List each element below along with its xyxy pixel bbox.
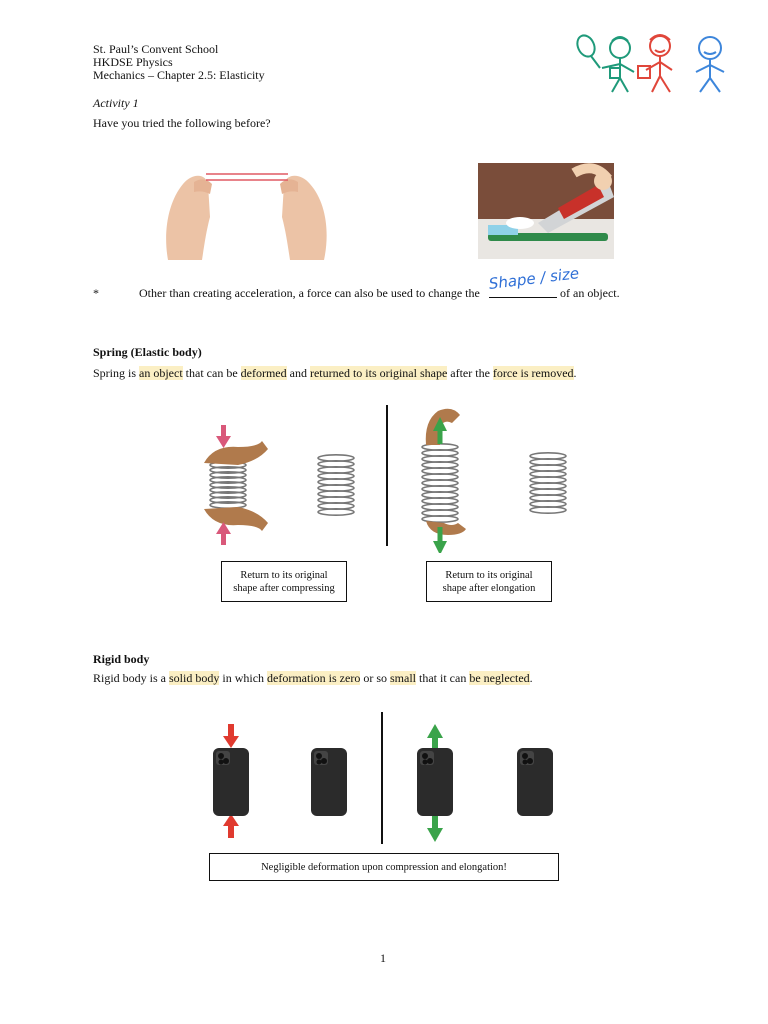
activity-title: Activity 1 — [93, 96, 139, 110]
statement-bullet: * — [93, 286, 99, 300]
rigid-body-diagram — [205, 710, 565, 846]
rigid-heading: Rigid body — [93, 652, 150, 666]
rigid-def-highlight: solid body — [169, 671, 220, 685]
rigid-def-text: or so — [360, 671, 391, 685]
spring-def-text: that can be — [182, 366, 241, 380]
rigid-def-text: in which — [219, 671, 268, 685]
spring-def-highlight: deformed — [240, 366, 287, 380]
spring-def-highlight: force is removed — [492, 366, 574, 380]
spring-diagram — [190, 403, 590, 553]
toothpaste-photo — [478, 163, 614, 259]
school-name: St. Paul’s Convent School — [93, 42, 219, 56]
statement-text-after: of an object. — [560, 286, 620, 300]
chapter-title: Mechanics – Chapter 2.5: Elasticity — [93, 68, 265, 82]
caption-compressing: Return to its original shape after compressing — [221, 561, 347, 602]
compressed-spring — [210, 462, 246, 508]
rigid-definition — [93, 671, 533, 686]
rigid-def-text: that it can — [416, 671, 470, 685]
caption-elongation: Return to its original shape after elongation — [426, 561, 552, 602]
spring-def-text: . — [573, 366, 577, 380]
rigid-def-highlight: be neglected — [469, 671, 530, 685]
spring-heading: Spring (Elastic body) — [93, 345, 202, 359]
caption-rigid: Negligible deformation upon compression and elongation! — [209, 853, 559, 881]
course-name: HKDSE Physics — [93, 55, 173, 69]
statement-text-before: Other than creating acceleration, a force can also be used to change the — [139, 286, 480, 300]
spring-def-text: and — [286, 366, 310, 380]
answer-blank-line — [489, 297, 557, 298]
spring-def-text: Spring is — [93, 366, 140, 380]
page-number: 1 — [380, 951, 386, 965]
rigid-def-text: Rigid body is a — [93, 671, 170, 685]
rigid-def-highlight: deformation is zero — [267, 671, 361, 685]
rigid-def-highlight: small — [390, 671, 417, 685]
rigid-def-text: . — [529, 671, 533, 685]
spring-def-highlight: an object — [139, 366, 183, 380]
spring-def-text: after the — [447, 366, 493, 380]
spring-definition — [93, 366, 577, 381]
cartoon-kids-logo — [574, 30, 734, 96]
rubber-band-photo — [158, 162, 334, 260]
handwritten-answer: Shape / size — [487, 264, 580, 293]
activity-question: Have you tried the following before? — [93, 116, 271, 130]
spring-def-highlight: returned to its original shape — [309, 366, 448, 380]
